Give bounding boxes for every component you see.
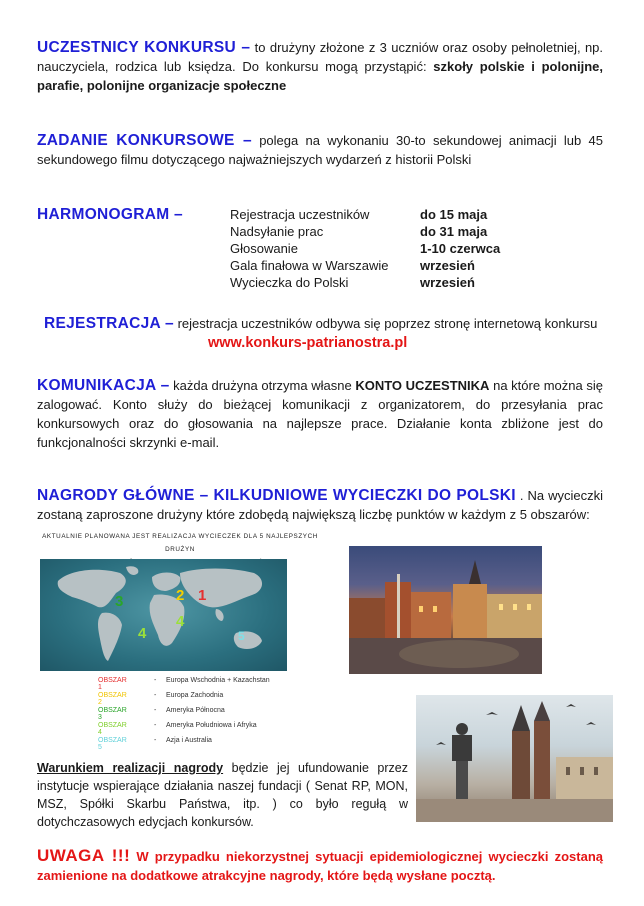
warsaw-skyline-image [349, 546, 542, 674]
map-number-3: 3 [115, 593, 124, 610]
warning-section [37, 846, 603, 885]
contest-website-link[interactable]: www.konkurs-patrianostra.pl [208, 335, 408, 351]
area-label: OBSZAR 4 [98, 722, 127, 736]
areas-legend [98, 677, 298, 757]
prizes-section [37, 486, 603, 524]
schedule-label: Nadsyłanie prac [230, 224, 324, 239]
area-label: OBSZAR 1 [98, 677, 127, 691]
communication-text-b: na które można się zalogować. Konto służy do bieżącej komunikacji z organizatorem, do przesyłania prac konkursowych oraz do głosowania na najlepsze prace. Działanie konta zbliżone jest do funkcjonalności skrzynki e-mail. [37, 378, 603, 450]
task-heading: ZADANIE KONKURSOWE – [37, 132, 252, 149]
warning-heading: UWAGA !!! [37, 846, 131, 865]
map-number-4b: 4 [176, 613, 185, 630]
conditions-text: będzie jej ufundowanie przez instytucje wspierające działania naszej fundacji ( Senat RP, MON, MSZ, Spółki Skarbu Państwa, itp. ) co było regułą w dotychczasowych edycjach konkursów. [37, 761, 408, 829]
prizes-heading: NAGRODY GŁÓWNE – KILKUDNIOWE WYCIECZKI DO POLSKI [37, 487, 516, 504]
area-dash: - [154, 707, 157, 714]
schedule-label: Wycieczka do Polski [230, 275, 349, 290]
schedule-heading: HARMONOGRAM – [37, 206, 183, 223]
area-name: Ameryka Północna [166, 707, 225, 714]
communication-text-a: każda drużyna otrzyma własne [169, 378, 356, 393]
map-number-2: 2 [176, 587, 185, 604]
map-number-5: 5 [238, 629, 245, 643]
schedule-date: wrzesień [420, 275, 475, 290]
warsaw-old-town-photo [349, 546, 542, 674]
area-name: Ameryka Południowa i Afryka [166, 722, 257, 729]
communication-heading: KOMUNIKACJA – [37, 377, 170, 394]
participants-eligible: szkoły polskie i polonijne, parafie, polonijne organizacje społeczne [37, 59, 603, 93]
communication-section [37, 376, 603, 452]
schedule-row [230, 224, 644, 241]
area-name: Europa Wschodnia + Kazachstan [166, 677, 270, 684]
schedule-table [230, 207, 530, 297]
schedule-date: do 31 maja [420, 224, 488, 239]
schedule-date: wrzesień [420, 258, 475, 273]
schedule-label: Rejestracja uczestników [230, 207, 370, 222]
krakow-main-square-photo [416, 695, 613, 822]
schedule-label: Gala finałowa w Warszawie [230, 258, 389, 273]
prizes-text: . Na wycieczki zostaną zaproszone drużyny które zdobędą największą liczbę punktów w każdym z 5 obszarów: [37, 488, 603, 522]
warning-text: W przypadku niekorzystnej sytuacji epidemiologicznej wycieczki zostaną zamienione na dodatkowe atrakcyjne nagrody, które będą wysłane pocztą. [37, 849, 603, 883]
schedule-row [230, 241, 644, 258]
area-label: OBSZAR 3 [98, 707, 127, 721]
schedule-date: do 15 maja [420, 207, 488, 222]
schedule-row [230, 275, 644, 292]
area-dash: - [154, 737, 157, 744]
task-text: polega na wykonaniu 30-to sekundowej animacji lub 45 sekundowego filmu dotyczącego najważniejszych wydarzeń z historii Polski [37, 133, 603, 167]
task-section [37, 131, 603, 169]
world-map [40, 559, 287, 671]
schedule-label: Głosowanie [230, 241, 298, 256]
area-dash: - [154, 722, 157, 729]
world-map-image [40, 559, 287, 671]
map-number-4a: 4 [138, 625, 147, 642]
schedule-row [230, 207, 644, 224]
participant-account: KONTO UCZESTNIKA [355, 378, 490, 393]
area-dash: - [154, 677, 157, 684]
area-name: Azja i Australia [166, 737, 212, 744]
area-label: OBSZAR 5 [98, 737, 127, 751]
map-caption-line1: AKTUALNIE PLANOWANA JEST REALIZACJA WYCIECZEK DLA 5 NAJLEPSZYCH DRUŻYN [42, 533, 318, 553]
participants-heading: UCZESTNICY KONKURSU – [37, 39, 251, 56]
registration-section [44, 315, 604, 333]
conditions-underlined: Warunkiem realizacji nagrody [37, 761, 224, 775]
map-number-1: 1 [198, 587, 207, 604]
registration-heading: REJESTRACJA – [44, 315, 174, 332]
conditions-section [37, 759, 408, 831]
area-name: Europa Zachodnia [166, 692, 224, 699]
area-label: OBSZAR 2 [98, 692, 127, 706]
krakow-square-image [416, 695, 613, 822]
participants-text: to drużyny złożone z 3 uczniów oraz osoby pełnoletniej, np. nauczyciela, rodzica lub księdza. Do konkursu mogą przystąpić: [37, 40, 604, 74]
registration-text: rejestracja uczestników odbywa się poprzez stronę internetową konkursu [173, 316, 598, 331]
participants-section [37, 38, 603, 95]
schedule-date: 1-10 czerwca [420, 241, 501, 256]
schedule-row [230, 258, 644, 275]
area-dash: - [154, 692, 157, 699]
